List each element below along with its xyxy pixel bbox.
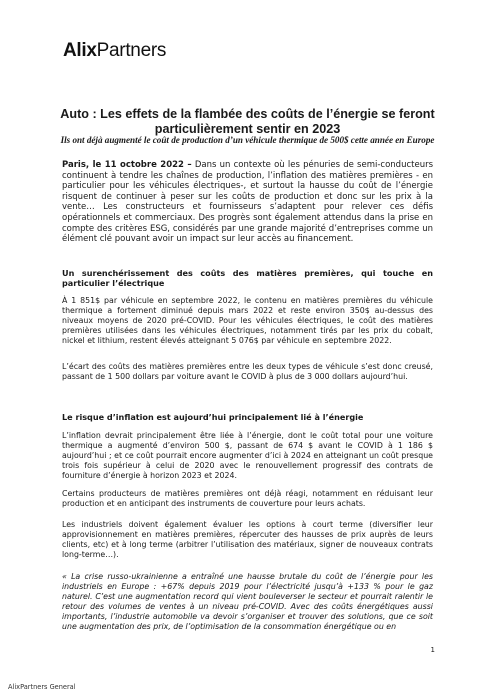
section2-paragraph-2: Certains producteurs de matières premières ont déjà réagi, notamment en réduisant leur production et en anticipant des instruments de couverture pour leurs achats.	[62, 489, 433, 508]
section1-heading: Un surenchérissement des coûts des matières premières, qui touche en particulier l’électrique	[62, 268, 433, 289]
dateline: Paris, le 11 octobre 2022 –	[62, 160, 192, 170]
press-release-title: Auto : Les effets de la flambée des coûts de l’énergie se feront particulièrement sentir en 2023	[60, 107, 435, 136]
page-number: 1	[430, 646, 435, 654]
section2-heading: Le risque d’inflation est aujourd’hui principalement lié à l’énergie	[62, 412, 364, 422]
press-release-subtitle: Ils ont déjà augmenté le coût de production d’un véhicule thermique de 500$ cette année en Europe	[60, 135, 435, 145]
intro-text: Dans un contexte où les pénuries de semi-conducteurs continuent à tendre les chaînes de production, l’inflation des matières premières - en particulier pour les véhicules électriques-, et surtout la hausse du coût de l’énergie risquent de continuer à peser sur les coûts de production et donc sur les prix à la vente… Les constructeurs et fournisseurs s’adaptent pour relever ces défis opérationnels et commerciaux. Des progrès sont également attendus dans la prise en compte des critères ESG, considérés par une grande majorité d’entreprises comme un élément clé pouvant avoir un impact sur leur accès au financement.	[62, 160, 433, 245]
section1-paragraph-2: L’écart des coûts des matières premières entre les deux types de véhicule s’est donc creusé, passant de 1 500 dollars par voiture avant le COVID à plus de 3 000 dollars aujourd’hui.	[62, 362, 433, 381]
intro-paragraph	[62, 160, 433, 245]
footer-classification: AlixPartners General	[8, 683, 76, 691]
section1-paragraph-1: À 1 851$ par véhicule en septembre 2022, le contenu en matières premières du véhicule thermique a fortement diminué depuis mars 2022 et reste environ 350$ au-dessus des niveaux moyens de 2020 pré-COVID. Pour les véhicules électriques, le coût des matières premières utilisées dans les véhicules électriques, notamment tirés par les prix du cobalt, nickel et lithium, restent élevés atteignant 5 076$ par véhicule en septembre 2022.	[62, 296, 433, 345]
section2-paragraph-3: Les industriels doivent également évaluer les options à court terme (diversifier leur approvisionnement en matières premières, répercuter des hausses de prix auprès de leurs clients, etc) et à long terme (arbitrer l’utilisation des matériaux, signer de nouveaux contrats long-terme…).	[62, 520, 433, 559]
quote-paragraph: « La crise russo-ukrainienne a entraîné une hausse brutale du coût de l’énergie pour les industriels en Europe : +67% depuis 2019 pour l’électricité jusqu’à +133 % pour le gaz naturel. C’est une augmentation record qui vient bouleverser le secteur et pourrait ralentir le retour des volumes de ventes à un niveau pré-COVID. Avec des coûts énergétiques aussi importants, l’industrie automobile va devoir s’organiser et trouver des solutions, que ce soit une augmentation des prix, de l’optimisation de la consommation énergétique ou en	[62, 572, 433, 631]
section2-paragraph-1: L’inflation devrait principalement être liée à l’énergie, dont le coût total pour une voiture thermique a augmenté d’environ 500 $, passant de 674 $ avant le COVID à 1 186 $ aujourd’hui ; et ce coût pourrait encore augmenter d’ici à 2024 en atteignant un coût presque trois fois supérieur à celui de 2020 avec le renouvellement progressif des contrats de fourniture d’énergie à horizon 2023 et 2024.	[62, 431, 433, 480]
alixpartners-logo: AlixPartners	[63, 40, 167, 61]
